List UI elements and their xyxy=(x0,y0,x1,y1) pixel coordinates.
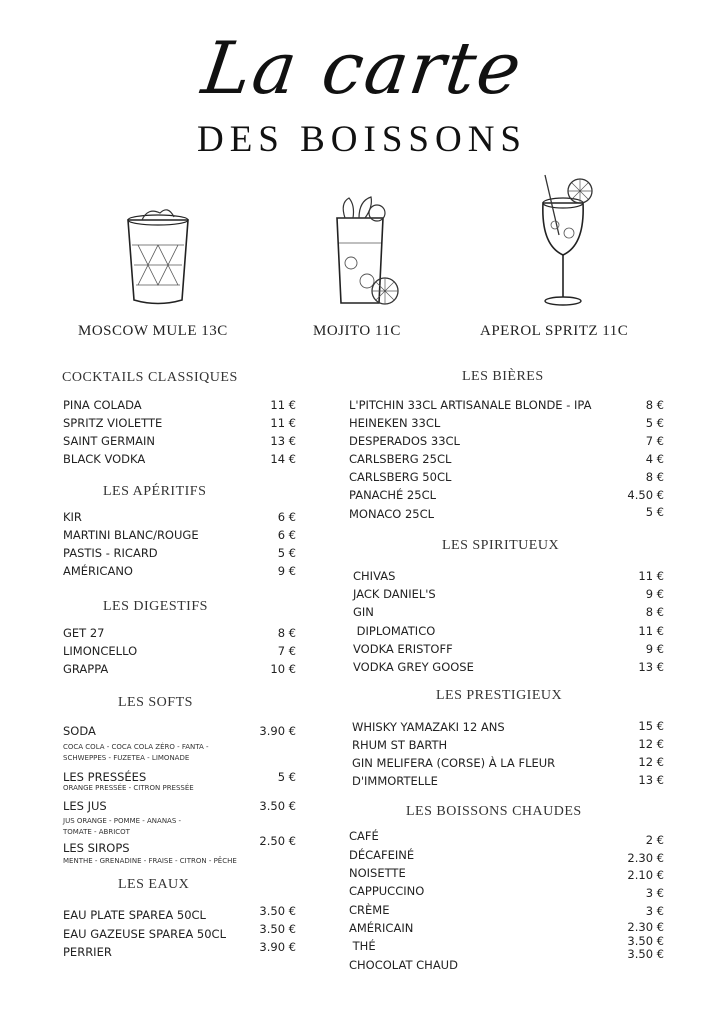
menu-item-name: GET 27 xyxy=(63,626,105,640)
menu-item-price: 3.50 € xyxy=(627,947,664,961)
featured-aperol-spritz: APEROL SPRITZ 11C xyxy=(480,323,629,339)
menu-item-price: 14 € xyxy=(270,452,296,466)
menu-item-price: 5 € xyxy=(645,505,664,519)
menu-item-name: CARLSBERG 25CL xyxy=(349,452,452,466)
menu-item-price: 4.50 € xyxy=(627,488,664,502)
menu-item-price: 11 € xyxy=(270,398,296,412)
menu-item-price: 3.50 € xyxy=(259,904,296,918)
menu-item-price: 9 € xyxy=(645,642,664,656)
menu-item-price: 2.30 € xyxy=(627,920,664,934)
menu-item-name: DÉCAFEINÉ xyxy=(349,848,415,862)
menu-item-name: EAU GAZEUSE SPAREA 50CL xyxy=(63,927,226,941)
menu-item-price: 3.50 € xyxy=(259,799,296,813)
menu-item-price: 13 € xyxy=(638,773,664,787)
menu-item-price: 12 € xyxy=(638,737,664,751)
menu-item-price: 5 € xyxy=(277,546,296,560)
menu-item-name: THÉ xyxy=(349,939,376,953)
menu-item-price: 8 € xyxy=(645,470,664,484)
section-heading-eaux: LES EAUX xyxy=(118,877,190,892)
menu-item-price: 3.90 € xyxy=(259,724,296,738)
menu-item-name: CAPPUCCINO xyxy=(349,884,425,898)
script-title: La carte xyxy=(197,26,529,110)
menu-item-price: 11 € xyxy=(638,569,664,583)
section-heading-aperitifs: LES APÉRITIFS xyxy=(103,484,207,499)
menu-item-price: 7 € xyxy=(277,644,296,658)
menu-item-price: 9 € xyxy=(645,587,664,601)
menu-item-name: CARLSBERG 50CL xyxy=(349,470,452,484)
section-heading-bieres: LES BIÈRES xyxy=(462,369,544,384)
section-heading-boissons-chaudes: LES BOISSONS CHAUDES xyxy=(406,804,582,819)
menu-item-price: 8 € xyxy=(645,605,664,619)
menu-item-price: 2.10 € xyxy=(627,868,664,882)
menu-item-price: 3 € xyxy=(645,904,664,918)
menu-item-name: SAINT GERMAIN xyxy=(63,434,156,448)
menu-item-name: PERRIER xyxy=(63,945,112,959)
menu-item-name: GIN xyxy=(353,605,374,619)
menu-item-price: 11 € xyxy=(638,624,664,638)
menu-item-name: GIN MELIFERA (CORSE) À LA FLEUR xyxy=(352,756,556,770)
menu-item-name: GRAPPA xyxy=(63,662,109,676)
menu-item-description: COCA COLA - COCA COLA ZÉRO - FANTA - xyxy=(63,743,209,751)
menu-item-price: 6 € xyxy=(277,510,296,524)
menu-item-price: 15 € xyxy=(638,719,664,733)
menu-item-name: VODKA ERISTOFF xyxy=(353,642,453,656)
menu-item-name: NOISETTE xyxy=(349,866,406,880)
menu-item-price: 5 € xyxy=(645,416,664,430)
menu-item-name: RHUM ST BARTH xyxy=(352,738,448,752)
menu-item-name: CAFÉ xyxy=(349,829,379,843)
menu-item-price: 13 € xyxy=(638,660,664,674)
menu-item-price: 8 € xyxy=(277,626,296,640)
menu-item-description: ORANGE PRESSÉE - CITRON PRESSÉE xyxy=(63,784,194,792)
menu-item-name: LES JUS xyxy=(63,799,107,813)
menu-item-name: CHIVAS xyxy=(353,569,396,583)
menu-item-name: L'PITCHIN 33CL ARTISANALE BLONDE - IPA xyxy=(349,398,592,412)
menu-item-name: CRÈME xyxy=(349,903,390,917)
menu-item-name: LES PRESSÉES xyxy=(63,770,147,784)
menu-item-price: 2.50 € xyxy=(259,834,296,848)
menu-item-price: 2.30 € xyxy=(627,851,664,865)
menu-item-name: AMÉRICAIN xyxy=(349,921,414,935)
menu-item-name: HEINEKEN 33CL xyxy=(349,416,441,430)
section-heading-digestifs: LES DIGESTIFS xyxy=(103,599,208,614)
menu-item-name: PANACHÉ 25CL xyxy=(349,488,437,502)
menu-item-name: SPRITZ VIOLETTE xyxy=(63,416,163,430)
menu-item-name: DIPLOMATICO xyxy=(353,624,436,638)
menu-item-price: 9 € xyxy=(277,564,296,578)
section-heading-spiritueux: LES SPIRITUEUX xyxy=(442,538,560,553)
menu-item-name: D'IMMORTELLE xyxy=(352,774,438,788)
section-heading-cocktails: COCKTAILS CLASSIQUES xyxy=(62,370,238,385)
menu-item-price: 10 € xyxy=(270,662,296,676)
menu-item-name: PINA COLADA xyxy=(63,398,142,412)
menu-item-name: SODA xyxy=(63,724,96,738)
menu-item-name: KIR xyxy=(63,510,82,524)
section-heading-prestigieux: LES PRESTIGIEUX xyxy=(436,688,563,703)
featured-mojito: MOJITO 11C xyxy=(313,323,401,339)
menu-item-price: 11 € xyxy=(270,416,296,430)
menu-item-price: 13 € xyxy=(270,434,296,448)
menu-item-price: 3.90 € xyxy=(259,940,296,954)
menu-item-name: AMÉRICANO xyxy=(63,564,133,578)
menu-item-price: 4 € xyxy=(645,452,664,466)
featured-moscow-mule: MOSCOW MULE 13C xyxy=(78,323,228,339)
menu-item-name: DESPERADOS 33CL xyxy=(349,434,460,448)
menu-item-price: 3 € xyxy=(645,886,664,900)
section-heading-softs: LES SOFTS xyxy=(118,695,193,710)
menu-item-name: BLACK VODKA xyxy=(63,452,146,466)
menu-item-price: 8 € xyxy=(645,398,664,412)
menu-item-name: EAU PLATE SPAREA 50CL xyxy=(63,908,206,922)
menu-item-price: 3.50 € xyxy=(259,922,296,936)
menu-item-description: SCHWEPPES - FUZETEA - LIMONADE xyxy=(63,754,190,762)
menu-item-name: LES SIROPS xyxy=(63,841,130,855)
page-title: DES BOISSONS xyxy=(196,119,528,160)
moscow-mule-glass-icon xyxy=(118,205,198,310)
menu-item-name: PASTIS - RICARD xyxy=(63,546,158,560)
menu-item-price: 5 € xyxy=(277,770,296,784)
menu-item-price: 6 € xyxy=(277,528,296,542)
menu-item-description: JUS ORANGE - POMME - ANANAS - xyxy=(63,817,182,825)
menu-item-price: 12 € xyxy=(638,755,664,769)
menu-item-name: WHISKY YAMAZAKI 12 ANS xyxy=(352,720,505,734)
aperol-spritz-glass-icon xyxy=(535,175,605,310)
menu-item-price: 3.50 € xyxy=(627,934,664,948)
menu-item-name: CHOCOLAT CHAUD xyxy=(349,958,458,972)
menu-item-name: JACK DANIEL'S xyxy=(353,587,436,601)
menu-item-price: 7 € xyxy=(645,434,664,448)
menu-item-name: MONACO 25CL xyxy=(349,507,435,521)
menu-item-name: MARTINI BLANC/ROUGE xyxy=(63,528,199,542)
menu-item-description: TOMATE - ABRICOT xyxy=(63,828,130,836)
menu-item-description: MENTHE - GRENADINE - FRAISE - CITRON - PÊCHE xyxy=(63,857,237,865)
menu-item-price: 2 € xyxy=(645,833,664,847)
mojito-glass-icon xyxy=(325,193,405,308)
menu-item-name: LIMONCELLO xyxy=(63,644,138,658)
menu-item-name: VODKA GREY GOOSE xyxy=(353,660,474,674)
